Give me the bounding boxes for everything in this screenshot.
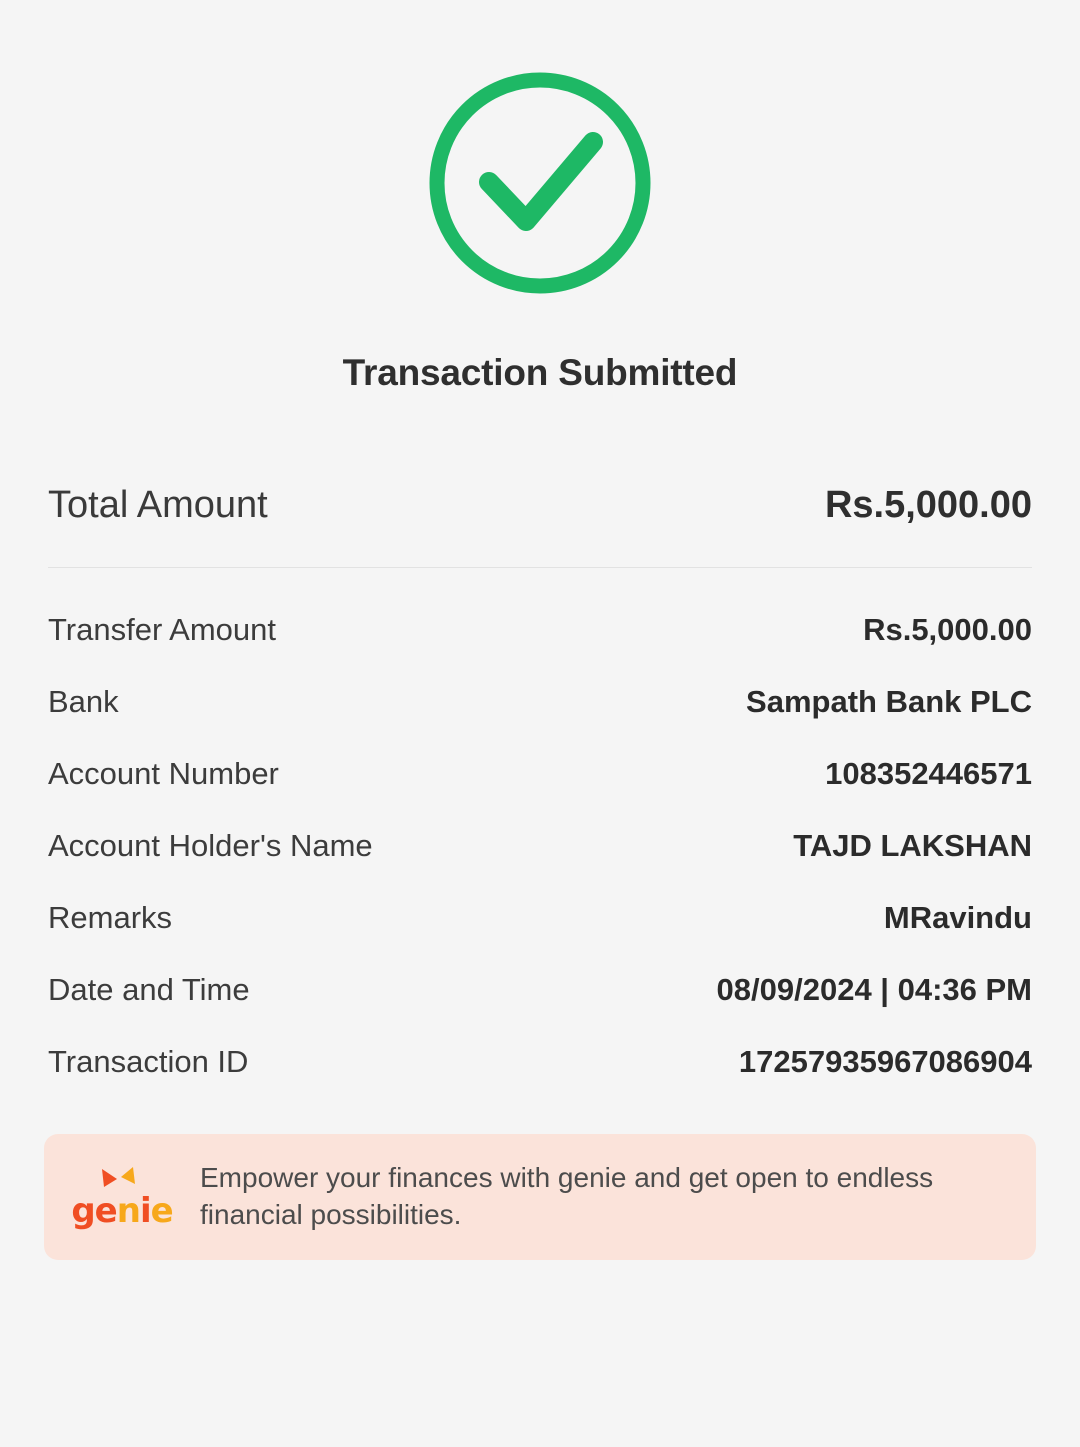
detail-label: Account Number: [48, 756, 279, 791]
genie-wordmark: genie: [71, 1190, 173, 1231]
detail-value: Rs.5,000.00: [863, 612, 1032, 647]
genie-logo: [70, 1166, 174, 1231]
table-row: [48, 738, 1032, 810]
detail-value: 08/09/2024 | 04:36 PM: [716, 972, 1032, 1007]
total-amount-label: Total Amount: [48, 484, 268, 526]
detail-label: Bank: [48, 684, 119, 719]
page-title: Transaction Submitted: [342, 352, 738, 393]
detail-label: Transfer Amount: [48, 612, 277, 647]
detail-label: Date and Time: [48, 972, 250, 1007]
total-amount-block: [0, 484, 1080, 568]
section-divider: [48, 567, 1032, 568]
table-row: [48, 594, 1032, 666]
promo-banner[interactable]: [44, 1134, 1036, 1260]
check-circle-icon: [427, 70, 653, 296]
detail-label: Account Holder's Name: [48, 828, 373, 863]
detail-value: TAJD LAKSHAN: [793, 828, 1032, 863]
table-row: [48, 666, 1032, 738]
detail-value: 108352446571: [825, 756, 1032, 791]
detail-value: Sampath Bank PLC: [746, 684, 1032, 719]
transaction-details-list: [0, 594, 1080, 1098]
promo-message: Empower your finances with genie and get open to endless financial possibilities.: [200, 1162, 934, 1230]
total-amount-value: Rs.5,000.00: [824, 484, 1032, 526]
detail-label: Remarks: [48, 900, 173, 935]
table-row: [48, 954, 1032, 1026]
detail-value: MRavindu: [883, 900, 1032, 935]
detail-label: Transaction ID: [48, 1044, 249, 1079]
status-icon-container: [0, 70, 1080, 296]
table-row: [48, 1026, 1032, 1098]
table-row: [48, 882, 1032, 954]
total-amount-row: [48, 484, 1032, 527]
detail-value: 17257935967086904: [738, 1044, 1032, 1079]
table-row: [48, 810, 1032, 882]
